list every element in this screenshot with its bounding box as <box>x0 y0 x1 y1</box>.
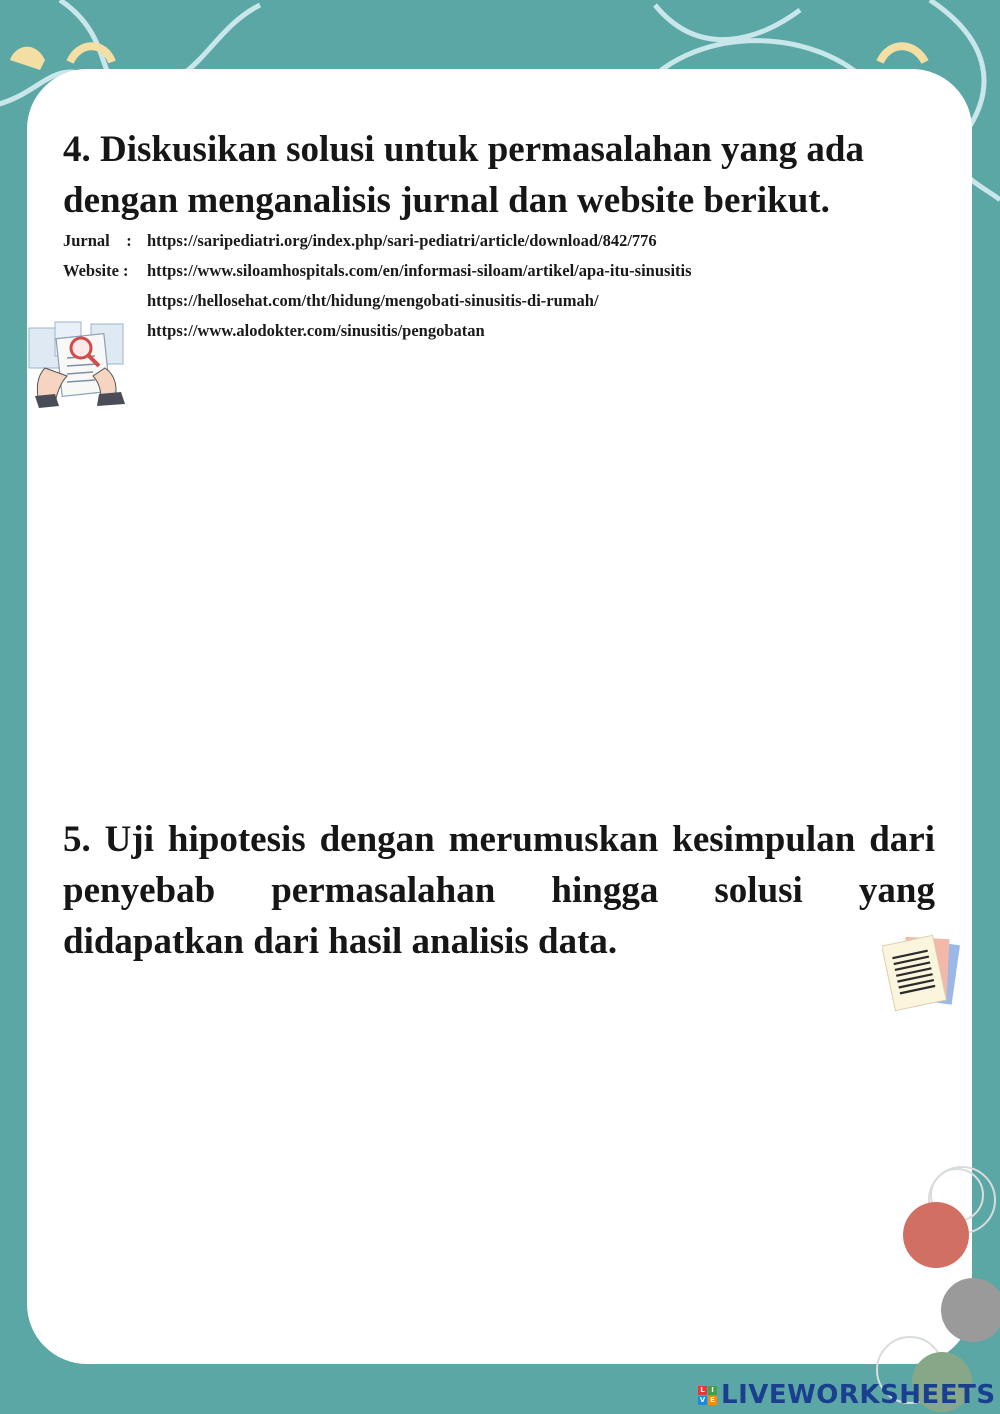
reference-label: Jurnal : <box>63 231 136 250</box>
document-analysis-icon <box>25 318 130 410</box>
papers-stack-icon <box>882 928 968 1020</box>
reference-row-website-1 <box>63 259 943 289</box>
reference-url[interactable]: https://saripediatri.org/index.php/sari-pediatri/article/download/842/776 <box>147 231 657 250</box>
logo-letter: V <box>699 1395 706 1404</box>
liveworksheets-logo <box>698 1380 996 1410</box>
reference-row-website-3 <box>63 319 943 349</box>
reference-label: Website : <box>63 261 133 280</box>
question-5-title: 5. Uji hipotesis dengan merumuskan kesimpulan dari penyebab permasalahan hingga solusi yang didapatkan dari hasil analisis data. <box>63 819 935 962</box>
reference-label <box>63 289 147 319</box>
logo-letter: I <box>708 1386 717 1395</box>
reference-url[interactable]: https://www.alodokter.com/sinusitis/pengobatan <box>147 321 485 340</box>
logo-mark-icon <box>698 1386 717 1405</box>
logo-letter: L <box>698 1386 707 1395</box>
decorative-circles <box>870 1160 1000 1414</box>
reference-row-jurnal <box>63 229 943 259</box>
reference-url[interactable]: https://hellosehat.com/tht/hidung/mengobati-sinusitis-di-rumah/ <box>147 291 599 310</box>
brand-name: LIVEWORKSHEETS <box>721 1380 996 1410</box>
reference-list <box>63 229 943 349</box>
question-4-title: 4. Diskusikan solusi untuk permasalahan yang ada dengan menganalisis jurnal dan website berikut. <box>63 129 864 221</box>
reference-url[interactable]: https://www.siloamhospitals.com/en/informasi-siloam/artikel/apa-itu-sinusitis <box>147 261 692 280</box>
reference-row-website-2 <box>63 289 943 319</box>
logo-letter: E <box>708 1396 717 1405</box>
